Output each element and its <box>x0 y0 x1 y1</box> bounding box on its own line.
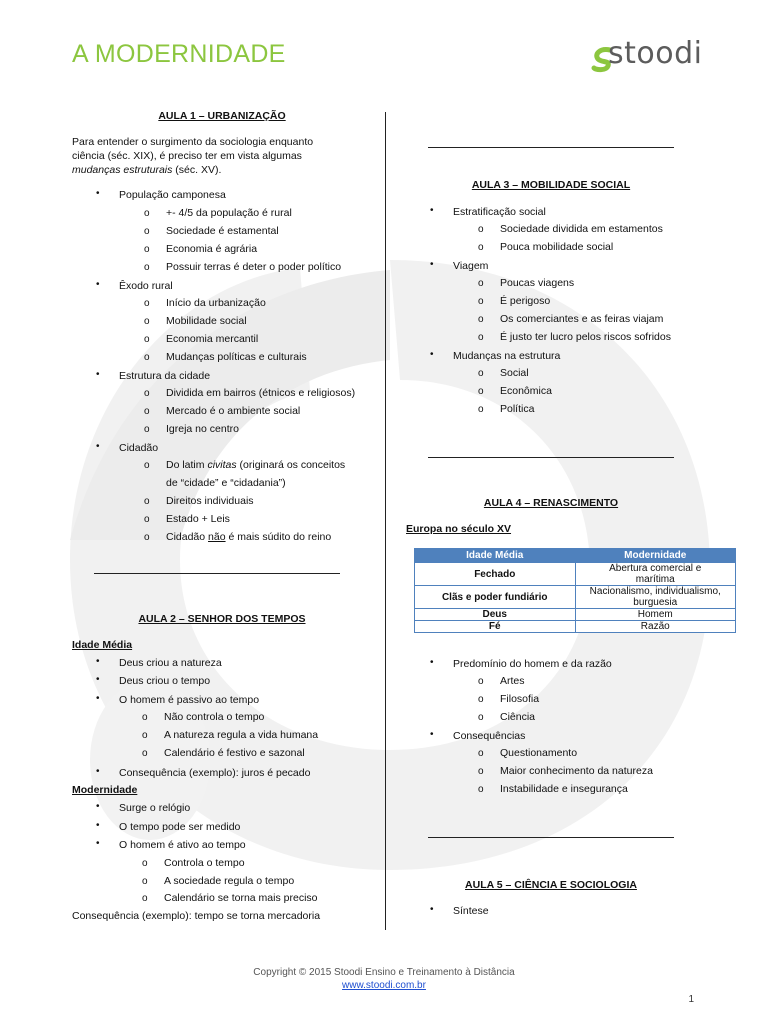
sub-bullet-icon: o <box>142 730 148 741</box>
list-item: Mudanças na estrutura <box>453 350 561 362</box>
aula4-subtitle: Europa no século XV <box>406 523 512 535</box>
list-item: Artes <box>500 675 525 687</box>
sub-bullet-icon: o <box>144 208 150 219</box>
list-item: Controla o tempo <box>164 857 245 869</box>
intro-line-3 <box>72 163 372 177</box>
table-header-cell: Modernidade <box>575 549 736 563</box>
cell-line: Nacionalismo, individualismo, <box>589 586 721 597</box>
list-item: A natureza regula a vida humana <box>164 729 319 741</box>
cidadao-suffix: é mais súdito do reino <box>225 531 332 543</box>
list-item: Poucas viagens <box>500 277 575 289</box>
latin-prefix: Do latim <box>166 459 208 471</box>
sub-bullet-icon: o <box>142 748 148 759</box>
sub-bullet-icon: o <box>478 404 484 415</box>
list-item <box>166 459 345 471</box>
bullet-icon: • <box>96 801 100 812</box>
list-item: Êxodo rural <box>119 280 173 292</box>
sub-bullet-icon: o <box>142 858 148 869</box>
list-item: É justo ter lucro pelos riscos sofridos <box>500 331 671 343</box>
sub-bullet-icon: o <box>144 298 150 309</box>
sub-bullet-icon: o <box>144 226 150 237</box>
list-item: Política <box>500 403 535 415</box>
list-item: A sociedade regula o tempo <box>164 875 295 887</box>
list-item: Os comerciantes e as feiras viajam <box>500 313 664 325</box>
bullet-icon: • <box>430 349 434 360</box>
list-item: Possuir terras é deter o poder político <box>166 261 342 273</box>
sub-bullet-icon: o <box>144 262 150 273</box>
intro-line-1: Para entender o surgimento da sociologia enquanto <box>72 136 314 148</box>
sub-bullet-icon: o <box>478 242 484 253</box>
website-link[interactable]: www.stoodi.com.br <box>342 980 426 991</box>
list-item: Consequência (exemplo): juros é pecado <box>119 767 311 779</box>
sub-bullet-icon: o <box>478 712 484 723</box>
bullet-icon: • <box>430 205 434 216</box>
list-item-continuation: de “cidade” e “cidadania”) <box>166 477 286 489</box>
logo-text: stoodi <box>608 36 703 71</box>
sub-bullet-icon: o <box>478 766 484 777</box>
list-item: Igreja no centro <box>166 423 239 435</box>
aula4-title: AULA 4 – RENASCIMENTO <box>483 497 619 509</box>
list-item: Mercado é o ambiente social <box>166 405 301 417</box>
list-item: +- 4/5 da população é rural <box>166 207 292 219</box>
table-cell <box>575 563 736 586</box>
sub-bullet-icon: o <box>144 316 150 327</box>
list-item: Filosofia <box>500 693 540 705</box>
section-divider <box>94 573 340 574</box>
sub-bullet-icon: o <box>144 532 150 543</box>
table-cell: Homem <box>575 609 736 621</box>
table-row <box>415 621 736 633</box>
sub-bullet-icon: o <box>478 748 484 759</box>
intro-line-2: ciência (séc. XIX), é preciso ter em vista algumas <box>72 150 302 162</box>
footer-copyright: Copyright © 2015 Stoodi Ensino e Treinamento à Distância <box>253 967 515 978</box>
list-item: Calendário se torna mais preciso <box>164 892 318 904</box>
list-item: Consequências <box>453 730 526 742</box>
list-item: Economia é agrária <box>166 243 258 255</box>
table-header-row <box>415 549 736 563</box>
sub-bullet-icon: o <box>142 893 148 904</box>
list-item: O tempo pode ser medido <box>119 821 241 833</box>
page-number: 1 <box>688 994 694 1005</box>
sub-bullet-icon: o <box>478 332 484 343</box>
bullet-icon: • <box>430 259 434 270</box>
list-item: Viagem <box>453 260 489 272</box>
sub-bullet-icon: o <box>144 424 150 435</box>
list-item: Calendário é festivo e sazonal <box>164 747 305 759</box>
bullet-icon: • <box>96 766 100 777</box>
intro-line-3-rest: (séc. XV). <box>172 164 222 176</box>
list-item: Dividida em bairros (étnicos e religiosos) <box>166 387 356 399</box>
table-cell: Clãs e poder fundiário <box>415 586 576 609</box>
list-item: Predomínio do homem e da razão <box>453 658 612 670</box>
table-row <box>415 586 736 609</box>
list-item: Estrutura da cidade <box>119 370 211 382</box>
table-cell: Fé <box>415 621 576 633</box>
sub-bullet-icon: o <box>144 334 150 345</box>
list-item <box>166 531 331 543</box>
sub-bullet-icon: o <box>478 694 484 705</box>
aula2-title: AULA 2 – SENHOR DOS TEMPOS <box>138 613 306 625</box>
footer-link-wrap <box>0 980 768 991</box>
bullet-icon: • <box>96 674 100 685</box>
bullet-icon: • <box>430 904 434 915</box>
table-cell <box>575 586 736 609</box>
bullet-icon: • <box>96 188 100 199</box>
sub-bullet-icon: o <box>144 514 150 525</box>
list-item: Sociedade é estamental <box>166 225 279 237</box>
sub-bullet-icon: o <box>478 314 484 325</box>
section-divider <box>428 147 674 148</box>
list-item: Direitos individuais <box>166 495 254 507</box>
cidadao-prefix: Cidadão <box>166 531 209 543</box>
list-item: Economia mercantil <box>166 333 259 345</box>
page-title: A MODERNIDADE <box>72 40 286 68</box>
sub-bullet-icon: o <box>144 460 150 471</box>
sub-bullet-icon: o <box>478 784 484 795</box>
list-item: Deus criou o tempo <box>119 675 211 687</box>
sub-bullet-icon: o <box>144 352 150 363</box>
list-item: Deus criou a natureza <box>119 657 222 669</box>
bullet-icon: • <box>96 656 100 667</box>
aula2-conclusion: Consequência (exemplo): tempo se torna mercadoria <box>72 910 321 922</box>
list-item: Síntese <box>453 905 489 917</box>
sub-bullet-icon: o <box>478 386 484 397</box>
stoodi-logo <box>590 36 703 78</box>
list-item: Mobilidade social <box>166 315 247 327</box>
list-item: Questionamento <box>500 747 578 759</box>
section-label-idade-media: Idade Média <box>72 639 133 651</box>
list-item: Início da urbanização <box>166 297 266 309</box>
section-divider <box>428 457 674 458</box>
bullet-icon: • <box>430 729 434 740</box>
sub-bullet-icon: o <box>144 496 150 507</box>
cidadao-underlined: não <box>208 531 226 543</box>
section-divider <box>428 837 674 838</box>
aula3-title: AULA 3 – MOBILIDADE SOCIAL <box>471 179 631 191</box>
table-cell: Razão <box>575 621 736 633</box>
list-item: Sociedade dividida em estamentos <box>500 223 663 235</box>
comparison-table <box>414 548 736 633</box>
bullet-icon: • <box>96 820 100 831</box>
cell-line: Abertura comercial e <box>609 563 702 574</box>
list-item: Surge o relógio <box>119 802 191 814</box>
aula1-intro <box>72 135 372 177</box>
sub-bullet-icon: o <box>478 278 484 289</box>
list-item: Estratificação social <box>453 206 546 218</box>
list-item: Ciência <box>500 711 536 723</box>
list-item: Maior conhecimento da natureza <box>500 765 653 777</box>
latin-term: civitas <box>207 459 237 471</box>
list-item: O homem é passivo ao tempo <box>119 694 260 706</box>
sub-bullet-icon: o <box>144 388 150 399</box>
table-cell: Deus <box>415 609 576 621</box>
table-header-cell: Idade Média <box>415 549 576 563</box>
sub-bullet-icon: o <box>478 224 484 235</box>
sub-bullet-icon: o <box>144 244 150 255</box>
bullet-icon: • <box>96 279 100 290</box>
bullet-icon: • <box>96 441 100 452</box>
sub-bullet-icon: o <box>478 676 484 687</box>
list-item: Cidadão <box>119 442 159 454</box>
list-item: Estado + Leis <box>166 513 230 525</box>
list-item: Econômica <box>500 385 552 397</box>
list-item: População camponesa <box>119 189 226 201</box>
bullet-icon: • <box>96 693 100 704</box>
cell-line: burguesia <box>633 597 678 608</box>
aula1-title: AULA 1 – URBANIZAÇÃO <box>158 110 286 122</box>
bullet-icon: • <box>96 369 100 380</box>
list-item: Instabilidade e insegurança <box>500 783 628 795</box>
column-divider <box>385 112 386 930</box>
latin-suffix: (originará os conceitos <box>236 459 346 471</box>
table-row <box>415 609 736 621</box>
bullet-icon: • <box>96 838 100 849</box>
table-cell: Fechado <box>415 563 576 586</box>
table-row <box>415 563 736 586</box>
sub-bullet-icon: o <box>144 406 150 417</box>
list-item: Não controla o tempo <box>164 711 265 723</box>
sub-bullet-icon: o <box>142 876 148 887</box>
cell-line: marítima <box>635 574 675 585</box>
sub-bullet-icon: o <box>478 296 484 307</box>
section-label-modernidade: Modernidade <box>72 784 138 796</box>
list-item: Pouca mobilidade social <box>500 241 614 253</box>
sub-bullet-icon: o <box>142 712 148 723</box>
list-item: É perigoso <box>500 295 551 307</box>
sub-bullet-icon: o <box>478 368 484 379</box>
intro-emphasis: mudanças estruturais <box>72 164 173 176</box>
list-item: Social <box>500 367 529 379</box>
list-item: Mudanças políticas e culturais <box>166 351 307 363</box>
bullet-icon: • <box>430 657 434 668</box>
aula5-title: AULA 5 – CIÊNCIA E SOCIOLOGIA <box>465 879 637 891</box>
list-item: O homem é ativo ao tempo <box>119 839 246 851</box>
